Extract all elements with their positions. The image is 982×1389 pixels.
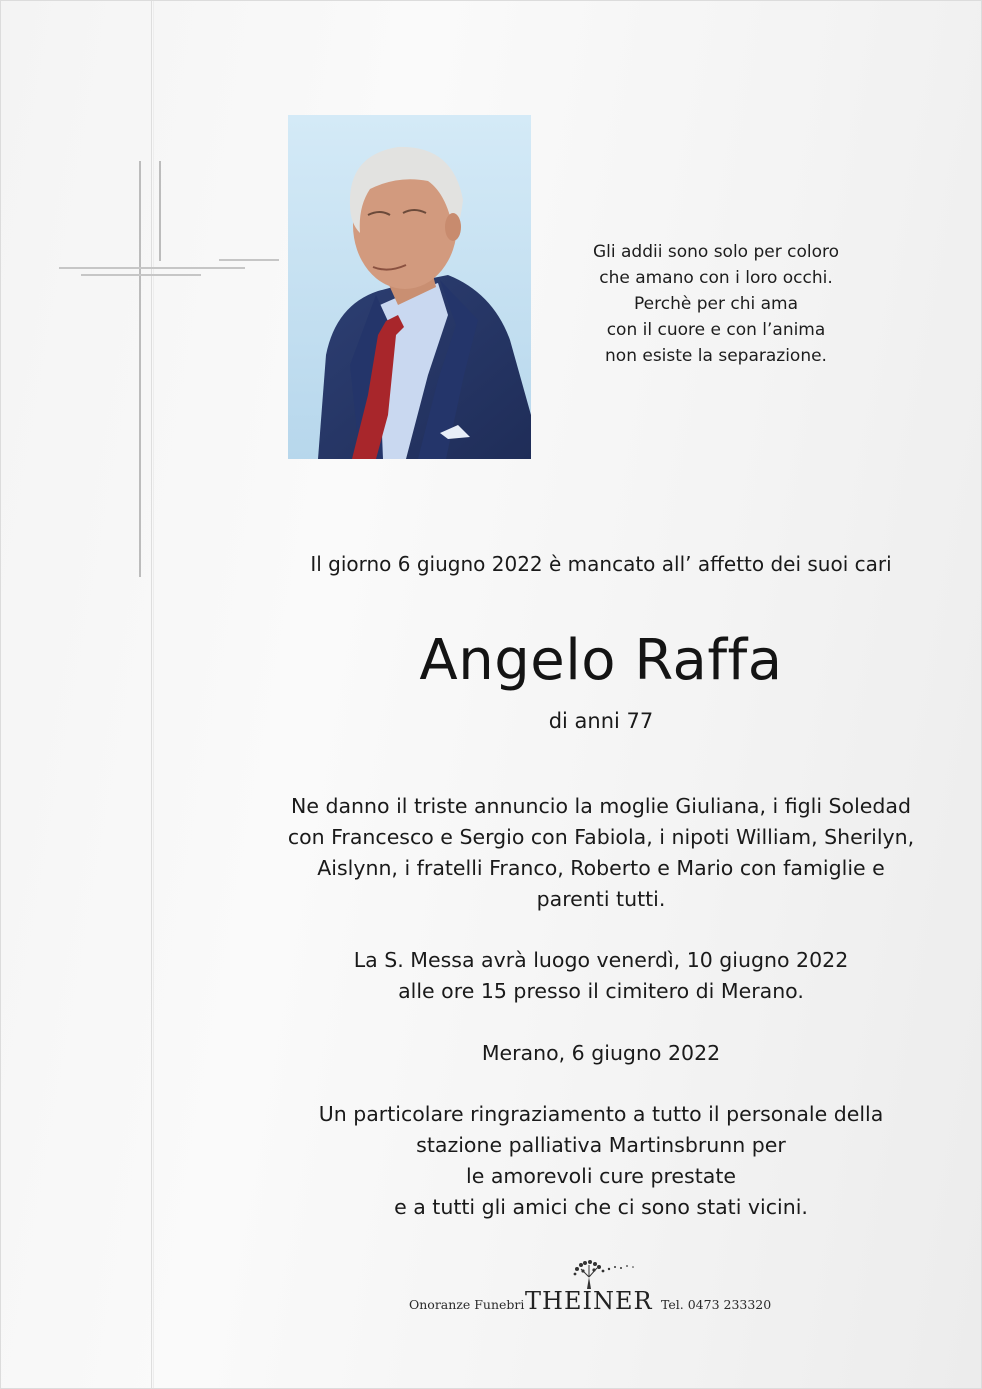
mass-line: alle ore 15 presso il cimitero di Merano.	[398, 979, 804, 1003]
announcement-line: con Francesco e Sergio con Fabiola, i nipoti William, Sherilyn,	[287, 825, 915, 849]
thanks-line: le amorevoli cure prestate	[466, 1164, 736, 1188]
intro-text: Il giorno 6 giugno 2022 è mancato all’ affetto dei suoi cari	[310, 552, 892, 576]
poem-line: Perchè per chi ama	[634, 294, 798, 314]
footer-prefix: Onoranze Funebri	[409, 1297, 525, 1312]
thanks-line: e a tutti gli amici che ci sono stati vicini.	[394, 1195, 808, 1219]
mass-line: La S. Messa avrà luogo venerdì, 10 giugno 2022	[353, 948, 849, 972]
farewell-poem	[561, 239, 871, 369]
poem-line: non esiste la separazione.	[605, 346, 827, 366]
poem-line: con il cuore e con l’anima	[606, 320, 826, 340]
announcement-line: Aislynn, i fratelli Franco, Roberto e Mario con famiglie e	[317, 856, 885, 880]
announcement-line: Ne danno il triste annuncio la moglie Giuliana, i figli Soledad	[291, 794, 911, 818]
thanks-paragraph	[261, 1099, 941, 1223]
announcement-line: parenti tutti.	[536, 887, 666, 911]
place-date-text: Merano, 6 giugno 2022	[481, 1041, 721, 1065]
poem-line: Gli addii sono solo per coloro	[592, 242, 840, 262]
thanks-line: stazione palliativa Martinsbrunn per	[416, 1133, 786, 1157]
funeral-home-footer	[401, 1259, 801, 1319]
funeral-home-brand: THEINER	[525, 1287, 653, 1315]
deceased-name: Angelo Raffa	[419, 628, 783, 693]
portrait-photo	[288, 115, 531, 459]
thanks-line: Un particolare ringraziamento a tutto il personale della	[318, 1102, 884, 1126]
announcement-paragraph	[261, 791, 941, 915]
deceased-age: di anni 77	[548, 709, 654, 733]
footer-phone: Tel. 0473 233320	[661, 1297, 772, 1312]
place-date	[261, 1038, 941, 1069]
poem-line: che amano con i loro occhi.	[599, 268, 833, 288]
mass-paragraph	[261, 945, 941, 1007]
